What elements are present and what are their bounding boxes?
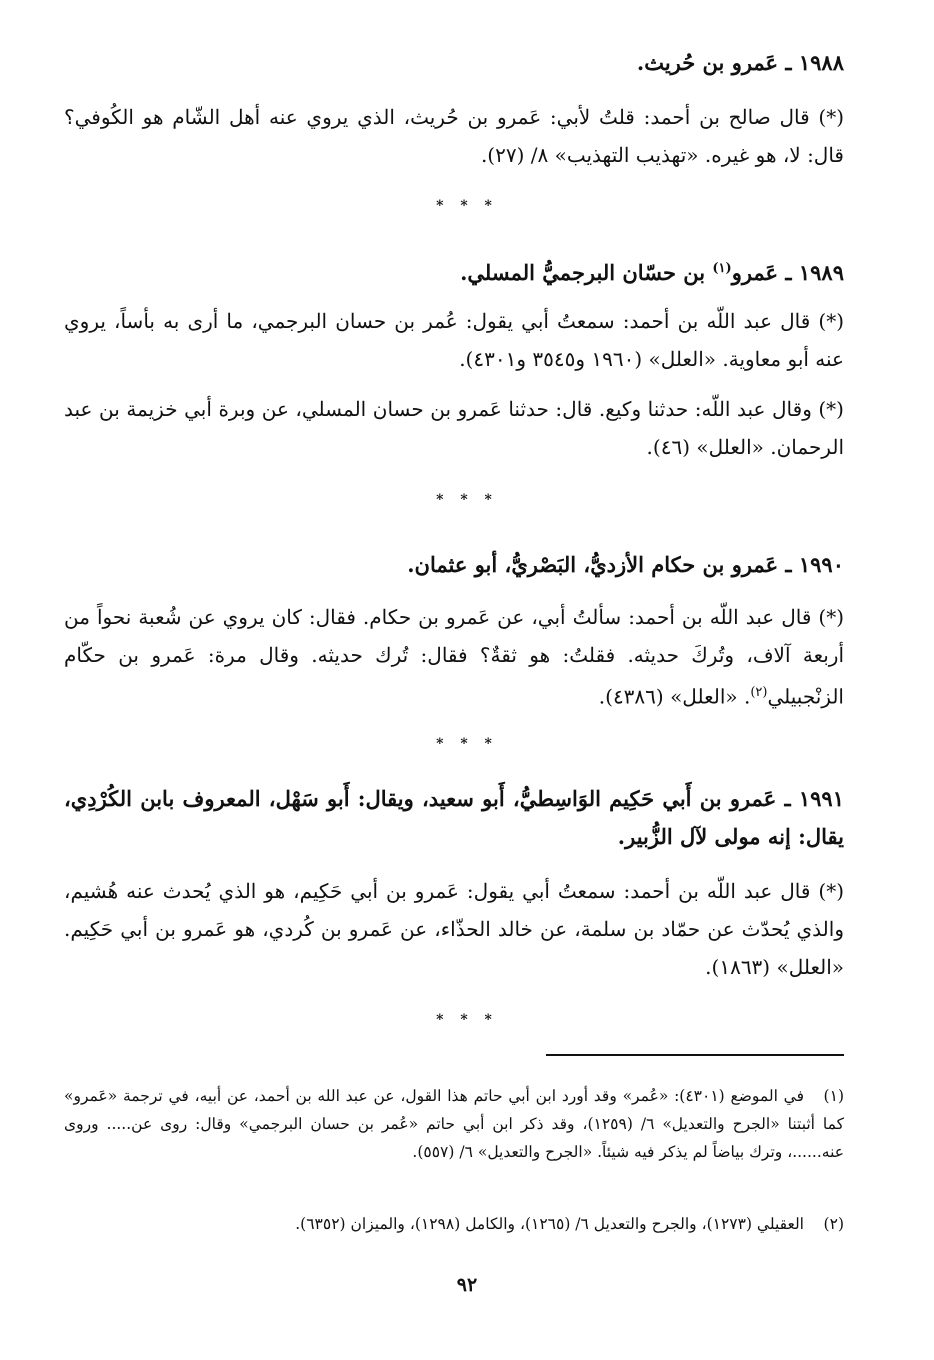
footnote-number: (١) xyxy=(823,1087,844,1105)
entry-heading-1990: ١٩٩٠ ـ عَمرو بن حكام الأزديُّ، البَصْريُّ، أبو عثمان. xyxy=(407,552,844,577)
section-separator: * * * xyxy=(436,736,498,752)
footnote-number: (٢) xyxy=(823,1215,844,1233)
section-separator: * * * xyxy=(436,198,498,214)
footnote-ref: (٢) xyxy=(750,685,768,700)
entry-paragraph: (*) وقال عبد اللّه: حدثنا وكيع. قال: حدثنا عَمرو بن حسان المسلي، عن وبرة أبي خزيمة بن عبد الرحمان. «العلل» (٤٦). xyxy=(64,397,844,459)
footnote-text: في الموضع (٤٣٠١): «عُمر» وقد أورد ابن أبي حاتم هذا القول، عن عبد الله بن أحمد، عن أبيه، في ترجمة «عَمرو» كما أثبتنا «الجرح والتعديل» ٦/ (١٢٥٩)، وقد ذكر ابن أبي حاتم «عُمر بن حسان البرجمي» وقال: روى عن..... وروى عنه......، وترك بياضاً لم يذكر فيه شيئاً. «الجرح والتعديل» ٦/ (٥٥٧). xyxy=(64,1087,844,1161)
entry-paragraph: (*) قال عبد اللّه بن أحمد: سمعتُ أبي يقول: عُمر بن حسان البرجمي، ما أرى به بأساً، يروي عنه أبو معاوية. «العلل» (١٩٦٠ و٣٥٤٥ و٤٣٠١). xyxy=(64,309,844,371)
section-separator: * * * xyxy=(436,492,498,508)
entry-paragraph: (*) قال عبد اللّه بن أحمد: سمعتُ أبي يقول: عَمرو بن أبي حَكِيم، هو الذي يُحدث عنه هُشيم، والذي يُحدّث عن حمّاد بن سلمة، عن خالد الحذّاء، عن عَمرو بن كُردي، هو عَمرو بن أبي حَكِيم. «العلل» (١٨٦٣). xyxy=(64,879,844,979)
footnote-ref: (١) xyxy=(712,261,732,276)
entry-heading-1988: ١٩٨٨ ـ عَمرو بن حُريث. xyxy=(636,50,844,75)
entry-heading-1989 xyxy=(64,250,844,292)
page-number: ٩٢ xyxy=(456,1274,478,1296)
footnote-rule xyxy=(546,1054,844,1056)
footnote-2 xyxy=(64,1210,844,1238)
footnote-1 xyxy=(64,1082,844,1166)
paragraph-text: (*) قال عبد اللّه بن أحمد: سألتُ أبي، عن عَمرو بن حكام. فقال: كان يروي عن شُعبة نحواً من أربعة آلاف، وتُركَ حديثه. فقلتُ: هو ثقةٌ؟ فقال: تُرك حديثه. وقال مرة: عَمرو بن حكّام الزنْجبيلي xyxy=(64,605,844,709)
entry-paragraph: (*) قال صالح بن أحمد: قلتُ لأبي: عَمرو بن حُريث، الذي يروي عنه أهل الشّام هو الكُوفي؟ قال: لا، هو غيره. «تهذيب التهذيب» ٨/ (٢٧). xyxy=(64,105,844,167)
entry-paragraph xyxy=(64,598,844,716)
heading-text-rest: بن حسّان البرجميُّ المسلي. xyxy=(460,260,713,285)
footnote-text: العقيلي (١٢٧٣)، والجرح والتعديل ٦/ (١٢٦٥)، والكامل (١٢٩٨)، والميزان (٦٣٥٢). xyxy=(295,1215,804,1233)
entry-heading-1991: ١٩٩١ ـ عَمرو بن أَبي حَكِيم الوَاسِطيُّ، أَبو سعيد، ويقال: أَبو سَهْل، المعروف بابن الكُرْدِي، يقال: إنه مولى لآل الزُّبير. xyxy=(64,786,844,849)
section-separator: * * * xyxy=(436,1012,498,1028)
paragraph-text-rest: . «العلل» (٤٣٨٦). xyxy=(598,684,751,709)
heading-text: ١٩٨٩ ـ عَمرو xyxy=(731,260,844,285)
